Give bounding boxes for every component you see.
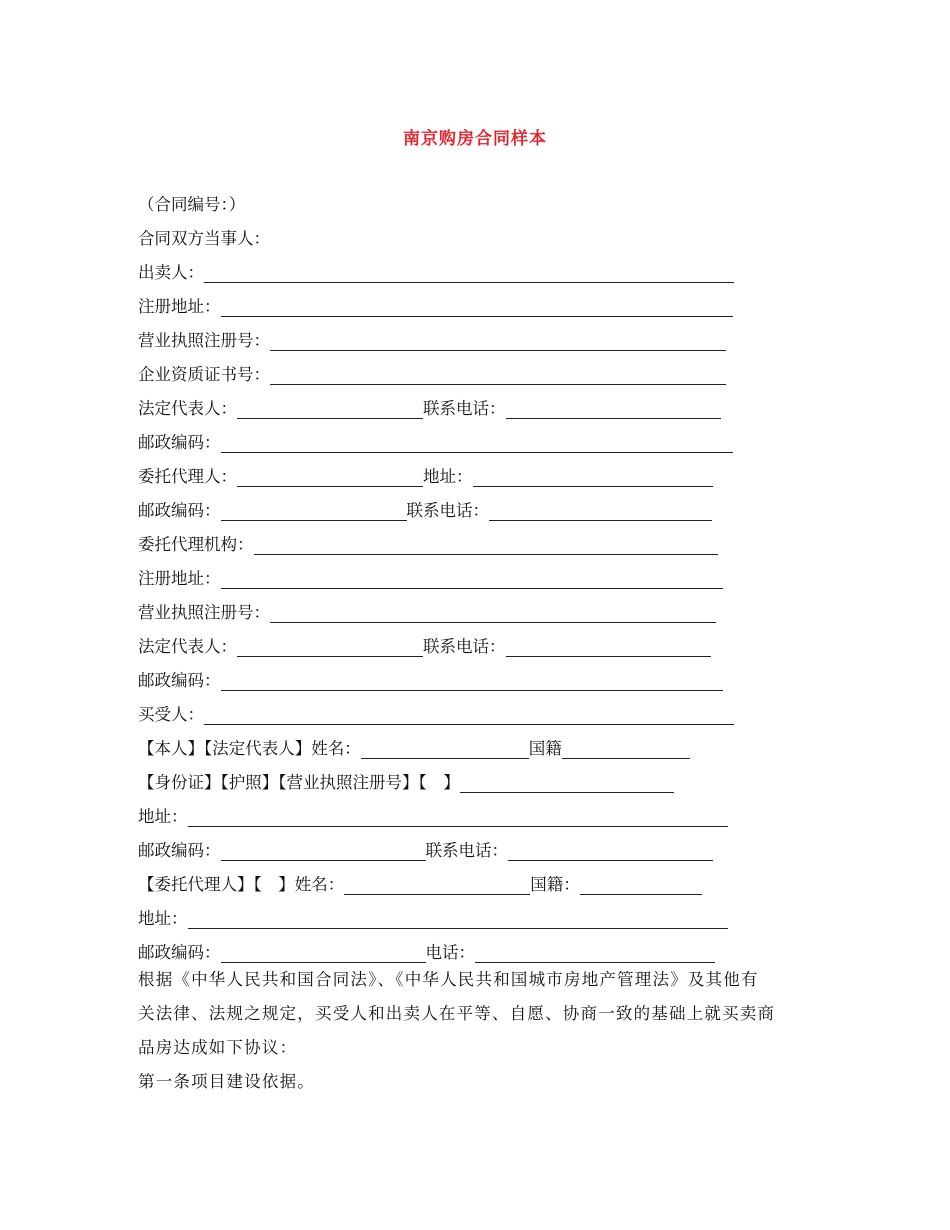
buyer-agent-line xyxy=(138,872,702,898)
agency-line xyxy=(138,532,718,558)
seller-reg-address-field[interactable] xyxy=(221,298,733,317)
buyer-line xyxy=(138,702,734,728)
buyer-id-type-label: 【身份证】【护照】【营业执照注册号】【 】 xyxy=(138,773,460,792)
qualification-cert-line xyxy=(138,362,726,388)
seller-agent-postcode-line xyxy=(138,498,712,524)
agency-reg-address-field[interactable] xyxy=(221,570,723,589)
seller-agent-address-field[interactable] xyxy=(473,468,713,487)
buyer-nationality-label: 国籍 xyxy=(528,739,562,758)
agency-phone-label: 联系电话： xyxy=(423,637,506,656)
agency-reg-address-line xyxy=(138,566,723,592)
buyer-address-field[interactable] xyxy=(188,808,728,827)
buyer-agent-postcode-label: 邮政编码： xyxy=(138,943,221,962)
seller-phone-label: 联系电话： xyxy=(423,399,506,418)
parties-heading: 合同双方当事人： xyxy=(138,229,270,248)
buyer-agent-nationality-label: 国籍： xyxy=(530,875,580,894)
contract-number-label: （合同编号：） xyxy=(138,195,246,214)
seller-postcode-line xyxy=(138,430,733,456)
buyer-address-label: 地址： xyxy=(138,807,188,826)
agency-postcode-line xyxy=(138,668,723,694)
agency-legal-rep-label: 法定代表人： xyxy=(138,637,237,656)
paragraph-line: 根据《中华人民共和国合同法》、《中华人民共和国城市房地产管理法》及其他有 xyxy=(138,970,759,989)
parties-heading-line xyxy=(138,226,270,252)
buyer-agent-address-label: 地址： xyxy=(138,909,188,928)
seller-line xyxy=(138,260,734,286)
buyer-name-field[interactable] xyxy=(361,740,529,759)
buyer-postcode-label: 邮政编码： xyxy=(138,841,221,860)
agency-legal-rep-line xyxy=(138,634,711,660)
buyer-agent-address-line xyxy=(138,906,728,932)
agency-phone-field[interactable] xyxy=(506,638,711,657)
seller-agent-phone-label: 联系电话： xyxy=(406,501,489,520)
buyer-id-number-field[interactable] xyxy=(460,774,674,793)
seller-agent-postcode-label: 邮政编码： xyxy=(138,501,221,520)
buyer-agent-tel-label: 电话： xyxy=(425,943,475,962)
seller-biz-license-label: 营业执照注册号： xyxy=(138,331,270,350)
buyer-nationality-field[interactable] xyxy=(562,740,690,759)
qualification-cert-label: 企业资质证书号： xyxy=(138,365,270,384)
seller-label: 出卖人： xyxy=(138,263,204,282)
seller-legal-rep-line xyxy=(138,396,721,422)
buyer-agent-name-field[interactable] xyxy=(344,876,530,895)
seller-agent-field[interactable] xyxy=(237,468,423,487)
buyer-agent-address-field[interactable] xyxy=(188,910,728,929)
agreement-paragraph xyxy=(138,963,818,1099)
buyer-agent-nationality-field[interactable] xyxy=(580,876,702,895)
paragraph-line: 关法律、法规之规定，买受人和出卖人在平等、自愿、协商一致的基础上就买卖商 xyxy=(138,1004,776,1023)
agency-legal-rep-field[interactable] xyxy=(237,638,423,657)
seller-postcode-label: 邮政编码： xyxy=(138,433,221,452)
buyer-agent-tel-field[interactable] xyxy=(475,944,715,963)
paragraph-line: 品房达成如下协议： xyxy=(138,1038,298,1057)
buyer-phone-label: 联系电话： xyxy=(425,841,508,860)
agency-reg-address-label: 注册地址： xyxy=(138,569,221,588)
seller-agent-label: 委托代理人： xyxy=(138,467,237,486)
buyer-postcode-field[interactable] xyxy=(221,842,426,861)
seller-legal-rep-label: 法定代表人： xyxy=(138,399,237,418)
seller-agent-line xyxy=(138,464,713,490)
seller-phone-field[interactable] xyxy=(506,400,721,419)
agency-biz-license-label: 营业执照注册号： xyxy=(138,603,270,622)
agency-postcode-field[interactable] xyxy=(221,672,723,691)
seller-biz-license-line xyxy=(138,328,726,354)
qualification-cert-field[interactable] xyxy=(270,366,726,385)
buyer-field[interactable] xyxy=(204,706,734,725)
contract-number-line xyxy=(138,192,245,218)
agency-biz-license-line xyxy=(138,600,716,626)
agency-label: 委托代理机构： xyxy=(138,535,254,554)
agency-field[interactable] xyxy=(254,536,718,555)
article-one-heading: 第一条项目建设依据。 xyxy=(138,1072,315,1091)
buyer-id-type-line xyxy=(138,770,674,796)
buyer-agent-label: 【委托代理人】【 】姓名： xyxy=(138,875,345,894)
seller-legal-rep-field[interactable] xyxy=(237,400,423,419)
seller-postcode-field[interactable] xyxy=(221,434,733,453)
buyer-phone-field[interactable] xyxy=(508,842,713,861)
buyer-identity-line xyxy=(138,736,690,762)
agency-postcode-label: 邮政编码： xyxy=(138,671,221,690)
buyer-identity-label: 【本人】【法定代表人】姓名： xyxy=(138,739,361,758)
seller-field[interactable] xyxy=(204,264,734,283)
document-title: 南京购房合同样本 xyxy=(403,129,547,149)
seller-reg-address-label: 注册地址： xyxy=(138,297,221,316)
seller-biz-license-field[interactable] xyxy=(270,332,726,351)
buyer-address-line xyxy=(138,804,728,830)
buyer-agent-postcode-field[interactable] xyxy=(221,944,426,963)
seller-agent-postcode-field[interactable] xyxy=(221,502,407,521)
seller-agent-address-label: 地址： xyxy=(423,467,473,486)
agency-biz-license-field[interactable] xyxy=(270,604,716,623)
seller-agent-phone-field[interactable] xyxy=(489,502,712,521)
seller-reg-address-line xyxy=(138,294,733,320)
buyer-label: 买受人： xyxy=(138,705,204,724)
buyer-postcode-line xyxy=(138,838,713,864)
